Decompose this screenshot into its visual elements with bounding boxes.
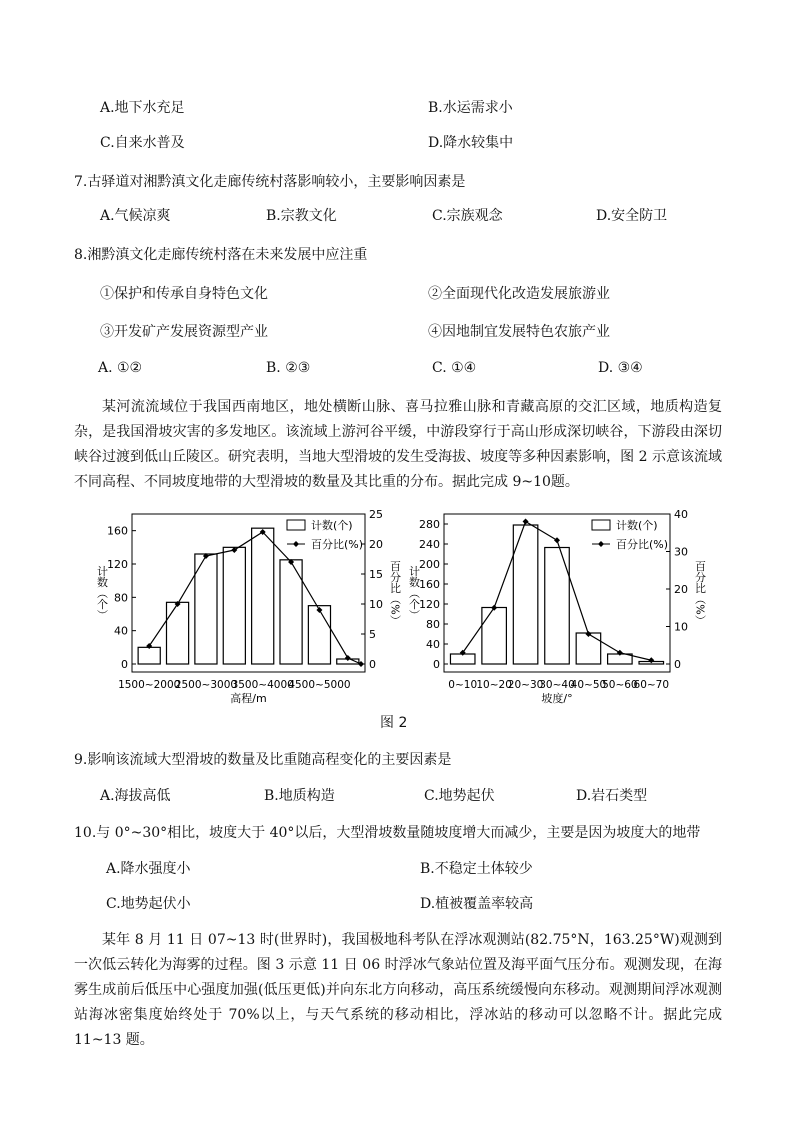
x-tick-label: 20~30 (507, 679, 544, 691)
legend-marker (598, 541, 604, 547)
bar (166, 602, 188, 664)
q7-option-b: B.宗教文化 (266, 208, 337, 224)
y-tick-label: 0 (121, 658, 128, 671)
q7-stem: 7.古驿道对湘黔滇文化走廊传统村落影响较小，主要影响因素是 (74, 174, 466, 190)
q9-option-b: B.地质构造 (264, 788, 335, 804)
y2-tick-label: 20 (369, 538, 383, 551)
x-tick-label: 50~60 (602, 679, 638, 691)
passage-sea-fog: 某年 8 月 11 日 07~13 时(世界时)，我国极地科考队在浮冰观测站(82.75°N，163.25°W)观测到一次低云转化为海雾的过程。图 3 示意 11 日 06 时浮冰气象站位置及海平面气压分布。观测发现，在海雾生成前后低压中心强度加强(低压更低)并向东北方向移动，高压系统缓慢向东移动。观测期间浮冰观测站海冰密集度始终处于 70%以上，与天气系统的移动相比，浮冰站的移动可以忽略不计。据此完成 11~13 题。 (74, 932, 722, 1048)
legend-bar-swatch (592, 520, 610, 530)
y2-tick-label: 40 (674, 508, 688, 521)
q9-option-c: C.地势起伏 (424, 788, 495, 804)
q8-statement-3: ③开发矿产发展资源型产业 (100, 324, 268, 340)
q8-option-c: C. ①④ (432, 360, 477, 376)
q7-option-d: D.安全防卫 (596, 208, 668, 224)
q6-option-b: B.水运需求小 (428, 100, 513, 116)
y-tick-label: 240 (419, 538, 440, 551)
y-tick-label: 40 (426, 638, 440, 651)
y-tick-label: 280 (419, 518, 440, 531)
q10-option-b: B.不稳定土体较少 (420, 861, 533, 877)
q6-option-c: C.自来水普及 (100, 135, 185, 151)
x-tick-label: 40~50 (570, 679, 607, 691)
y2-tick-label: 25 (369, 508, 383, 521)
y2-axis-title: 百分比（%） (693, 560, 707, 626)
q10-option-a: A.降水强度小 (106, 861, 191, 877)
q8-stem: 8.湘黔滇文化走廊传统村落在未来发展中应注重 (74, 247, 368, 263)
legend-bar-swatch (287, 520, 305, 530)
q8-option-a: A. ①② (98, 360, 143, 376)
legend-percent-label: 百分比(%) (616, 538, 669, 551)
x-tick-label: 4500~5000 (288, 679, 351, 691)
y-axis-title: 计数（个） (95, 565, 109, 621)
bar (195, 554, 217, 664)
bar (223, 547, 245, 664)
x-tick-label: 2500~3000 (174, 679, 238, 691)
y2-tick-label: 10 (674, 620, 688, 634)
chart-elevation (96, 508, 402, 705)
y-tick-label: 80 (114, 591, 128, 605)
q8-option-d: D. ③④ (598, 360, 643, 376)
y-axis-title: 计数（个） (407, 565, 421, 621)
q10-option-d: D.植被覆盖率较高 (420, 896, 534, 912)
q10-stem: 10.与 0°~30°相比，坡度大于 40°以后，大型滑坡数量随坡度增大而减少，主要是因为坡度大的地带 (74, 825, 701, 841)
q8-option-b: B. ②③ (266, 360, 311, 376)
figure-2-charts (0, 500, 793, 720)
y2-tick-label: 5 (369, 628, 376, 641)
y-tick-label: 160 (107, 524, 128, 538)
q9-stem: 9.影响该流域大型滑坡的数量及比重随高程变化的主要因素是 (74, 752, 452, 768)
q8-statement-1: ①保护和传承自身特色文化 (100, 286, 268, 302)
legend-percent-label: 百分比(%) (311, 538, 364, 551)
y-tick-label: 120 (107, 558, 128, 571)
q7-option-a: A.气候凉爽 (100, 208, 171, 224)
x-tick-label: 1500~2000 (118, 679, 181, 691)
y-tick-label: 80 (426, 618, 440, 631)
y2-tick-label: 20 (674, 583, 688, 596)
q7-option-c: C.宗族观念 (432, 208, 503, 224)
q9-option-a: A.海拔高低 (100, 788, 171, 804)
y2-tick-label: 0 (674, 658, 681, 671)
y-tick-label: 200 (419, 558, 440, 571)
x-tick-label: 10~20 (476, 679, 512, 691)
y2-tick-label: 15 (369, 568, 383, 581)
y-tick-label: 160 (419, 578, 440, 591)
q6-option-d: D.降水较集中 (428, 135, 514, 151)
x-tick-label: 30~40 (539, 679, 575, 691)
x-axis-title: 高程/m (230, 692, 267, 705)
bar (308, 606, 330, 664)
passage-landslide: 某河流流域位于我国西南地区，地处横断山脉、喜马拉雅山脉和青藏高原的交汇区域，地质构造复杂，是我国滑坡灾害的多发地区。该流域上游河谷平缓，中游段穿行于高山形成深切峡谷，下游段由深切峡谷过渡到低山丘陵区。研究表明，当地大型滑坡的发生受海拔、坡度等多种因素影响，图 2 示意该流域不同高程、不同坡度地带的大型滑坡的数量及其比重的分布。据此完成 9~10题。 (74, 399, 722, 490)
y-tick-label: 40 (114, 624, 128, 638)
x-tick-label: 0~10 (448, 679, 478, 691)
y2-tick-label: 0 (369, 658, 376, 671)
x-tick-label: 3500~4000 (231, 679, 294, 691)
x-tick-label: 60~70 (633, 679, 670, 691)
chart-slope (408, 508, 707, 705)
bar (482, 608, 507, 665)
y2-tick-label: 30 (674, 545, 688, 559)
q9-option-d: D.岩石类型 (576, 788, 648, 804)
q8-statement-4: ④因地制宜发展特色农旅产业 (428, 324, 610, 340)
legend-count-label: 计数(个) (311, 519, 353, 532)
bar (576, 633, 601, 664)
y-tick-label: 0 (433, 658, 440, 671)
legend-marker (293, 541, 299, 547)
q6-option-a: A.地下水充足 (100, 100, 185, 116)
y2-tick-label: 10 (369, 598, 383, 611)
bar (252, 528, 274, 664)
bar (138, 647, 160, 664)
x-axis-title: 坡度/° (541, 692, 573, 705)
q8-statement-2: ②全面现代化改造发展旅游业 (428, 286, 610, 302)
percent-point (523, 519, 529, 525)
y-tick-label: 120 (419, 598, 440, 611)
y2-axis-title: 百分比（%） (388, 560, 402, 626)
percent-point (554, 537, 560, 543)
q10-option-c: C.地势起伏小 (106, 896, 191, 912)
figure-caption: 图 2 (380, 715, 408, 731)
legend-count-label: 计数(个) (616, 519, 658, 532)
